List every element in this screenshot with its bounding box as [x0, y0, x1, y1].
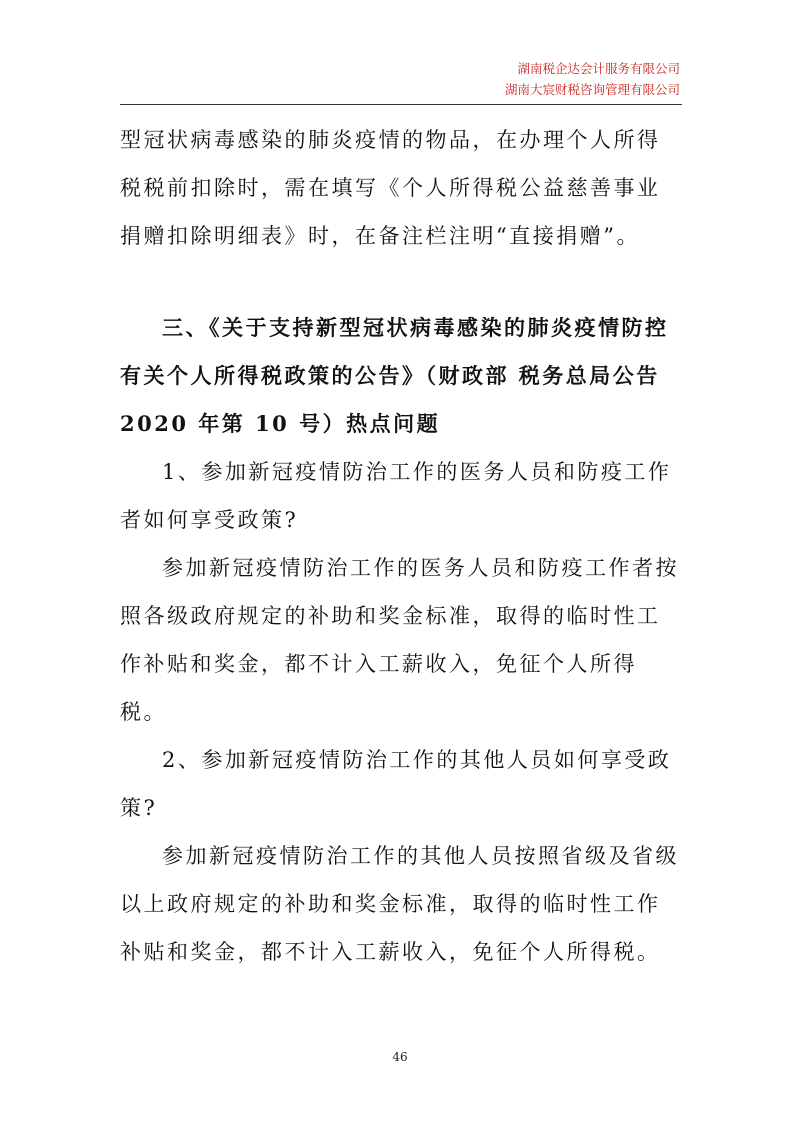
header-divider — [120, 104, 682, 105]
answer-2: 参加新冠疫情防治工作的其他人员按照省级及省级以上政府规定的补助和奖金标准，取得的临时性工作补贴和奖金，都不计入工薪收入，免征个人所得税。 — [120, 844, 679, 964]
section-heading: 三、《关于支持新型冠状病毒感染的肺炎疫情防控有关个人所得税政策的公告》（财政部 税务总局公告 2020 年第 10 号）热点问题 — [120, 315, 669, 436]
question-2: 2、参加新冠疫情防治工作的其他人员如何享受政策? — [120, 748, 672, 820]
company-name-1: 湖南税企达会计服务有限公司 — [517, 61, 680, 76]
question-1: 1、参加新冠疫情防治工作的医务人员和防疫工作者如何享受政策? — [120, 460, 672, 532]
company-header — [505, 58, 680, 100]
document-body — [120, 116, 682, 976]
page-number: 46 — [392, 1050, 408, 1064]
continued-paragraph: 型冠状病毒感染的肺炎疫情的物品，在办理个人所得税税前扣除时，需在填写《个人所得税公益慈善事业捐赠扣除明细表》时，在备注栏注明“直接捐赠”。 — [120, 128, 661, 248]
company-name-2: 湖南大宸财税咨询管理有限公司 — [504, 82, 680, 97]
answer-1: 参加新冠疫情防治工作的医务人员和防疫工作者按照各级政府规定的补助和奖金标准，取得的临时性工作补贴和奖金，都不计入工薪收入，免征个人所得税。 — [120, 556, 679, 724]
